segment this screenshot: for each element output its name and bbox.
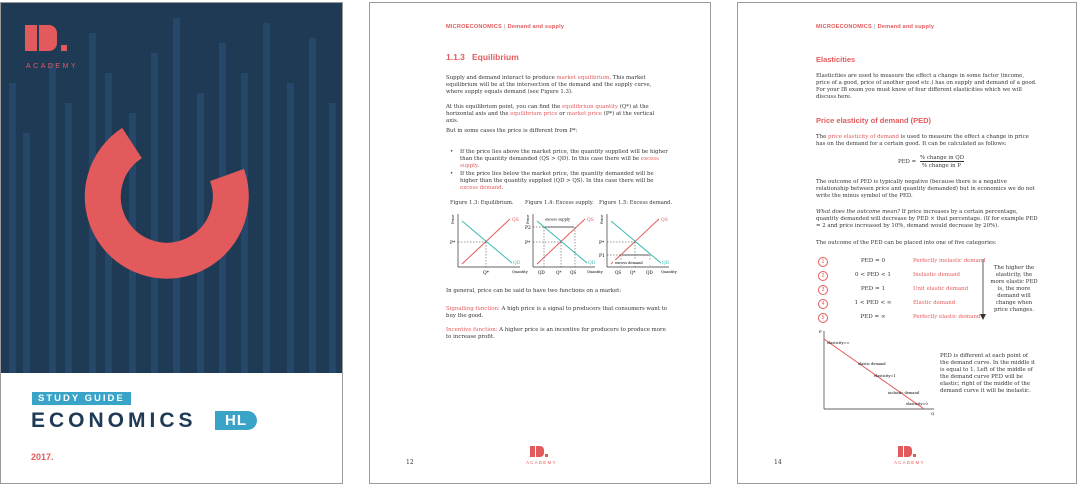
ped-definition: The price elasticity of demand is used to measure the effect a change in price has on the demand for a certain good. It can be calculated as follows: bbox=[816, 134, 1029, 147]
study-guide-badge: STUDY GUIDE bbox=[32, 392, 131, 405]
cover-year: 2017. bbox=[31, 452, 54, 462]
qstar-label: Q* bbox=[483, 271, 489, 276]
elasticity-one-label: elasticity=1 bbox=[874, 374, 896, 378]
paragraph-3: But in some cases the price is different from P*: bbox=[446, 128, 578, 134]
cover-logo-text: ACADEMY bbox=[26, 63, 79, 70]
svg-text:P1: P1 bbox=[599, 254, 605, 259]
bullet-excess-supply: If the price lies above the market price, the quantity supplied will be higher than the quantity demanded (QS > QD). In this case there will be excess supply. bbox=[460, 149, 668, 169]
page-14[interactable]: MICROECONOMICS | Demand and supply Elasticities Elasticities are used to measure the effect a change in some factor (income, price of a good, price of another good etc.) has on supply and demand of a good. For your IB exam you must know of four different elasticities which we will discuss here. Price elasticity of demand (PED) The price elasticity of demand is used to measure the effect a change in price has on the demand for a certain good. It can be calculated as follows: PED = % change in QD % change in P The outcome of PED is typically negative (because there is a negative relationship between price and quantity demanded) but in economics we do not write the minus symbol of the PED. What does the outcome mean? If price increases by a certain percentage, quantity demanded will decrease by PED × that percentage. (If for example PED = 2 and price increased by 10%, demand would decrease by 20%). The outcome of the PED can be placed into one of five categories: 1 PED = 0 Perfectly inelastic demand 2 0 < PED < 1 Inelastic demand 3 PED = 1 Unit elastic demand 4 1 < PED < ∞ Elastic demand 5 PED = ∞ Perfectly elastic demand The higher the elasticity, the more elastic PED is, the more demand will change when price changes. P Q elasticity=∞ elastic demand elasticity=1 inelastic demand elasticity=0 PED is different at each point of the demand curve. In the middle it is equal to 1. Left of the middle of the demand curve PED will be elastic; right of the middle of the demand curve it will be inelastic. 14 ACADEMY bbox=[737, 2, 1077, 484]
elastic-demand-label: elastic demand bbox=[858, 362, 886, 366]
supply-label: QS bbox=[512, 218, 519, 223]
bullet-excess-demand: If the price lies below the market price, the quantity demanded will be higher than the quantity supplied (QD > QS). In this case there will be excess demand. bbox=[460, 171, 654, 191]
svg-text:Quantity: Quantity bbox=[661, 270, 677, 274]
running-header: MICROECONOMICS | Demand and supply bbox=[816, 24, 935, 30]
paragraph-4: In general, price can be said to have two functions on a market: bbox=[446, 288, 622, 294]
ped-outcome-paragraph: The outcome of PED is typically negative (because there is a negative relationship between price and quantity demanded) but in economics we do not write the minus symbol of the PED. bbox=[816, 179, 1035, 199]
price-axis-label: Price bbox=[451, 214, 455, 224]
svg-text:QD: QD bbox=[588, 261, 596, 266]
figure-excess-supply bbox=[525, 209, 603, 279]
cover-page[interactable] bbox=[0, 2, 343, 484]
svg-text:QD: QD bbox=[646, 270, 653, 275]
quantity-axis-label: Quantity bbox=[512, 270, 528, 274]
elasticity-demand-graph bbox=[818, 327, 938, 417]
svg-text:QS: QS bbox=[615, 270, 622, 275]
graph-explanation: PED is different at each point of the demand curve. In the middle it is equal to 1. Left of the middle of the demand curve PED will be elastic; right of the middle of the demand curve it will be inelastic. bbox=[940, 353, 1035, 394]
page-number: 14 bbox=[774, 459, 782, 466]
pstar-label: P* bbox=[450, 241, 456, 246]
svg-text:Quantity: Quantity bbox=[587, 270, 603, 274]
red-arc-graphic bbox=[1, 3, 342, 373]
signalling-function: Signalling function: A high price is a signal to producers that consumers want to buy the good. bbox=[446, 306, 668, 319]
incentive-function: Incentive function: A higher price is an incentive for producers to produce more to increase profit. bbox=[446, 327, 666, 340]
figure-1-4-title: Figure 1.4: Excess supply. bbox=[525, 200, 594, 206]
cover-artwork bbox=[1, 3, 342, 373]
figure-1-5-title: Figure 1.5: Excess demand. bbox=[599, 200, 673, 206]
inelastic-demand-label: inelastic demand bbox=[888, 391, 920, 395]
figure-excess-demand bbox=[599, 209, 677, 279]
svg-text:QS: QS bbox=[587, 218, 594, 223]
paragraph-1: Supply and demand interact to produce market equilibrium. This market equilibrium will be at the intersection of the demand and the supply curve, where supply equals demand (see Figure 1.3). bbox=[446, 75, 652, 95]
q-axis-mark: Q bbox=[931, 411, 935, 416]
logo-mark bbox=[25, 25, 37, 51]
elasticities-heading: Elasticities bbox=[816, 55, 856, 64]
ped-meaning-paragraph: What does the outcome mean? If price increases by a certain percentage, quantity demanded will decrease by PED × that percentage. (If for example PED = 2 and price increased by 10%, demand would decrease by 20%). bbox=[816, 209, 1038, 229]
svg-text:QS: QS bbox=[570, 270, 577, 275]
svg-text:Q*: Q* bbox=[556, 270, 562, 275]
svg-text:Q*: Q* bbox=[630, 270, 636, 275]
svg-text:QD: QD bbox=[538, 270, 545, 275]
page-12[interactable]: MICROECONOMICS | Demand and supply 1.1.3 Equilibrium Supply and demand interact to produce market equilibrium. This market equilibrium will be at the intersection of the demand and the supply curve, where supply equals demand (see Figure 1.3). At this equilibrium point, you can find the equilibrium quantity (Q*) at the horizontal axis and the equilibrium price or market price (P*) at the vertical axis. But in some cases the price is different from P*: • If the price lies above the market price, the quantity supplied will be higher than the quantity demanded (QS > QD). In this case there will be excess supply. • If the price lies below the market price, the quantity demanded will be higher than the quantity supplied (QD > QS). In this case there will be excess demand. Figure 1.3: Equilibrium. Figure 1.4: Excess supply. Figure 1.5: Excess demand. Price Quantity QS QD P* Q* excess supply Price Quantity QS QD P2 P* QD Q* QS excess demand Price Quantity QS QD P* P1 QS Q* QD In general, price can be said to have two functions on a market: Signalling function: A high price is a signal to producers that consumers want to buy the good. Incentive function: A higher price is an incentive for producers to produce more to increase profit. 12 ACADEMY bbox=[369, 2, 711, 484]
svg-text:Price: Price bbox=[600, 214, 604, 224]
svg-text:Price: Price bbox=[526, 214, 530, 224]
svg-text:P*: P* bbox=[599, 241, 605, 246]
intro-paragraph: Elasticities are used to measure the effect a change in some factor (income, price of a good, price of another good etc.) has on supply and demand of a good. For your IB exam you must know of four different elasticities which we will discuss here. bbox=[816, 73, 1037, 100]
level-badge: HL bbox=[215, 411, 257, 430]
section-heading: 1.1.3 Equilibrium bbox=[446, 52, 519, 62]
excess-supply-label: excess supply bbox=[545, 217, 571, 222]
arrow-down-icon bbox=[980, 259, 986, 321]
elasticity-side-note: The higher the elasticity, the more elastic PED is, the more demand will change when price changes. bbox=[990, 265, 1038, 313]
cover-title: ECONOMICS bbox=[31, 409, 197, 432]
excess-demand-label: excess demand bbox=[615, 261, 643, 265]
running-header: MICROECONOMICS | Demand and supply bbox=[446, 24, 565, 30]
paragraph-2: At this equilibrium point, you can find the equilibrium quantity (Q*) at the horizontal axis and the equilibrium price or market price (P*) at the vertical axis. bbox=[446, 104, 655, 124]
elasticity-zero-label: elasticity=0 bbox=[906, 402, 928, 406]
svg-text:QS: QS bbox=[661, 218, 668, 223]
ped-heading: Price elasticity of demand (PED) bbox=[816, 116, 932, 125]
figure-1-3-title: Figure 1.3: Equilibrium. bbox=[450, 200, 514, 206]
demand-label: QD bbox=[513, 261, 521, 266]
page-number: 12 bbox=[406, 459, 414, 466]
figure-equilibrium bbox=[450, 209, 528, 279]
svg-text:QD: QD bbox=[662, 261, 670, 266]
p-axis-mark: P bbox=[819, 329, 822, 334]
svg-text:P*: P* bbox=[525, 241, 531, 246]
elasticity-infinite-label: elasticity=∞ bbox=[827, 341, 850, 345]
svg-text:P2: P2 bbox=[525, 226, 531, 231]
categories-intro: The outcome of the PED can be placed into one of five categories: bbox=[816, 240, 997, 246]
